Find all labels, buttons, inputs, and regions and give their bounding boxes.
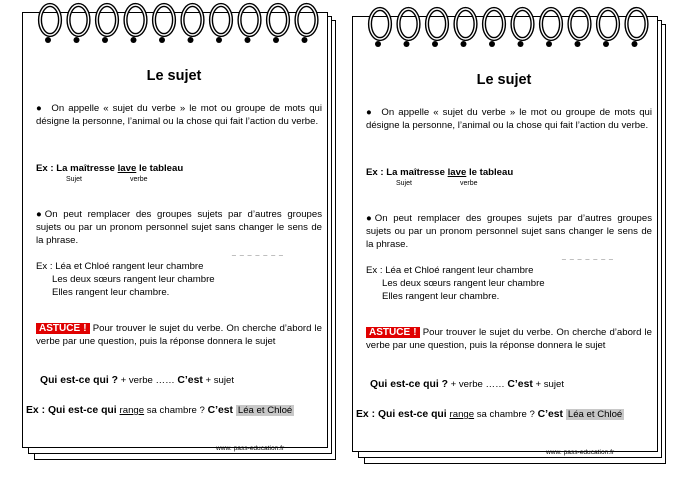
spiral-ring-icon xyxy=(97,5,117,43)
example-3-question: Qui est-ce qui xyxy=(47,405,120,416)
replacement-text: On peut remplacer des groupes sujets par d’autres groupes sujets ou par un pronom personnel sujet sans changer le sens de la phrase. xyxy=(366,213,653,250)
footer-url: www. pass-education.fr xyxy=(216,445,285,452)
label-sujet: Sujet xyxy=(66,176,82,183)
example-3-mid: sa chambre ? xyxy=(144,405,208,416)
formula-verbe: + verbe …… xyxy=(447,379,508,390)
formula-question: Qui est-ce qui ? xyxy=(40,375,118,386)
formula-verbe: + verbe …… xyxy=(117,375,178,386)
formula-cest: C’est xyxy=(177,375,203,386)
example-3 xyxy=(26,404,326,417)
example-1-subject: La maîtresse xyxy=(386,167,448,178)
replacement-paragraph xyxy=(36,208,322,247)
example-3 xyxy=(356,408,656,421)
spiral-ring-icon xyxy=(541,9,561,47)
lesson-card-right xyxy=(352,4,670,464)
example-3-answer: Léa et Chloé xyxy=(567,409,623,420)
decorative-dashes: _ _ _ _ _ _ _ xyxy=(232,249,284,256)
example-1-subject: La maîtresse xyxy=(56,163,118,174)
label-verbe: verbe xyxy=(460,180,478,187)
definition-paragraph xyxy=(366,106,652,132)
formula-question: Qui est-ce qui ? xyxy=(370,379,448,390)
example-2-line-1: Ex : Léa et Chloé rangent leur chambre xyxy=(36,261,204,272)
formula-cest: C’est xyxy=(507,379,533,390)
bullet-icon: ● xyxy=(366,107,382,118)
spiral-ring-icon xyxy=(399,9,419,47)
example-3-prefix: Ex : xyxy=(26,405,48,416)
page-title: Le sujet xyxy=(146,68,202,84)
example-1 xyxy=(36,162,322,175)
definition-text: On appelle « sujet du verbe » le mot ou groupe de mots qui désigne la personne, l’animal ou la chose qui fait l’action du verbe. xyxy=(36,103,322,127)
astuce-block xyxy=(36,322,322,348)
astuce-text: Pour trouver le sujet du verbe. On cherche d’abord le verbe par une question, puis la réponse donnera le sujet xyxy=(366,327,652,351)
bullet-icon: ● xyxy=(366,213,375,224)
example-2-line-3: Elles rangent leur chambre. xyxy=(382,291,500,302)
astuce-block xyxy=(366,326,652,352)
spiral-ring-icon xyxy=(456,9,476,47)
example-1-rest: le tableau xyxy=(466,167,514,178)
lesson-card-left xyxy=(22,0,340,460)
spiral-ring-icon xyxy=(268,5,288,43)
example-3-cest: C’est xyxy=(537,409,566,420)
formula xyxy=(40,374,234,387)
spiral-ring-icon xyxy=(598,9,618,47)
spiral-ring-icon xyxy=(297,5,317,43)
footer-url: www. pass-education.fr xyxy=(546,449,615,456)
bullet-icon: ● xyxy=(36,103,52,114)
spiral-ring-icon xyxy=(570,9,590,47)
spiral-ring-icon xyxy=(513,9,533,47)
decorative-dashes: _ _ _ _ _ _ _ xyxy=(562,253,614,260)
label-sujet: Sujet xyxy=(396,180,412,187)
example-2-line-1: Ex : Léa et Chloé rangent leur chambre xyxy=(366,265,534,276)
spiral-ring-icon xyxy=(484,9,504,47)
example-1-prefix: Ex : xyxy=(36,163,57,174)
example-3-question: Qui est-ce qui xyxy=(377,409,450,420)
spiral-binding xyxy=(364,4,654,54)
example-1-prefix: Ex : xyxy=(366,167,387,178)
spiral-ring-icon xyxy=(240,5,260,43)
definition-text: On appelle « sujet du verbe » le mot ou groupe de mots qui désigne la personne, l’animal ou la chose qui fait l’action du verbe. xyxy=(366,107,652,131)
example-1-verb: lave xyxy=(447,167,467,178)
example-3-prefix: Ex : xyxy=(356,409,378,420)
astuce-badge: ASTUCE ! xyxy=(36,323,90,334)
formula-sujet: + sujet xyxy=(532,379,565,390)
spiral-ring-icon xyxy=(211,5,231,43)
formula-sujet: + sujet xyxy=(202,375,235,386)
replacement-paragraph xyxy=(366,212,652,251)
spiral-ring-icon xyxy=(427,9,447,47)
example-2-line-2: Les deux sœurs rangent leur chambre xyxy=(382,278,545,289)
example-1-verb: lave xyxy=(117,163,137,174)
spiral-ring-icon xyxy=(183,5,203,43)
definition-paragraph xyxy=(36,102,322,128)
example-3-answer: Léa et Chloé xyxy=(237,405,293,416)
example-2 xyxy=(366,264,652,303)
example-1-rest: le tableau xyxy=(136,163,184,174)
bullet-icon: ● xyxy=(36,209,45,220)
replacement-text: On peut remplacer des groupes sujets par d’autres groupes sujets ou par un pronom personnel sujet sans changer le sens de la phrase. xyxy=(36,209,323,246)
example-1 xyxy=(366,166,652,179)
formula xyxy=(370,378,564,391)
spiral-ring-icon xyxy=(154,5,174,43)
spiral-binding xyxy=(34,0,324,50)
example-3-verb: range xyxy=(119,405,145,416)
example-2-line-3: Elles rangent leur chambre. xyxy=(52,287,170,298)
spiral-ring-icon xyxy=(69,5,89,43)
example-2-line-2: Les deux sœurs rangent leur chambre xyxy=(52,274,215,285)
example-3-verb: range xyxy=(449,409,475,420)
example-2 xyxy=(36,260,322,299)
example-3-cest: C’est xyxy=(207,405,236,416)
spiral-ring-icon xyxy=(370,9,390,47)
spiral-ring-icon xyxy=(126,5,146,43)
spiral-ring-icon xyxy=(40,5,60,43)
astuce-badge: ASTUCE ! xyxy=(366,327,420,338)
label-verbe: verbe xyxy=(130,176,148,183)
example-3-mid: sa chambre ? xyxy=(474,409,538,420)
astuce-text: Pour trouver le sujet du verbe. On cherche d’abord le verbe par une question, puis la réponse donnera le sujet xyxy=(36,323,322,347)
spiral-ring-icon xyxy=(627,9,647,47)
page-title: Le sujet xyxy=(476,72,532,88)
